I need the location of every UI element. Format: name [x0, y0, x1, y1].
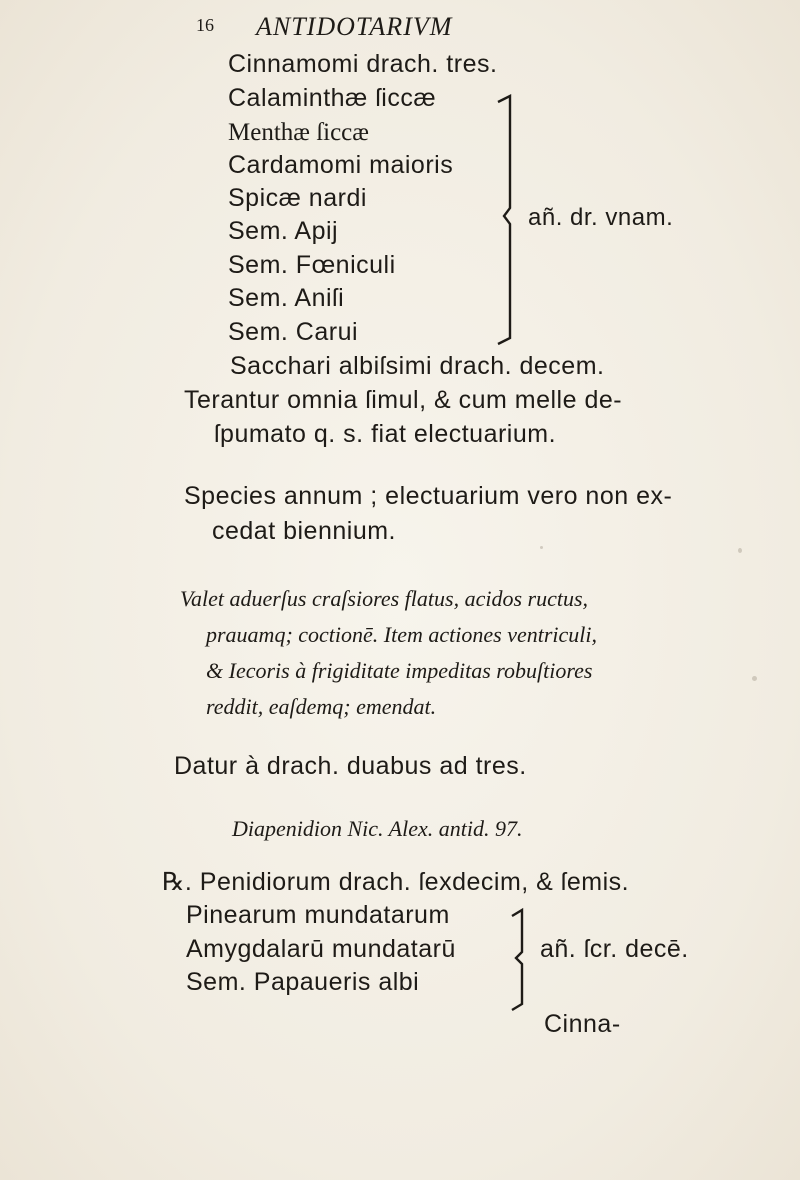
recipe1-ingredient: Spicæ nardi — [228, 184, 367, 212]
running-title: ANTIDOTARIVM — [256, 12, 453, 41]
recipe1-method-line: Terantur omnia ſimul, & cum melle de- — [184, 386, 623, 414]
recipe2-heading: Diapenidion Nic. Alex. antid. 97. — [232, 816, 523, 841]
shelf-life-line: cedat biennium. — [212, 517, 397, 545]
recipe1-dose: añ. dr. vnam. — [528, 204, 674, 231]
catchword: Cinna- — [544, 1010, 621, 1038]
recipe1-ingredient: Calaminthæ ſiccæ — [228, 84, 437, 112]
recipe1-ingredient: Sem. Carui — [228, 318, 359, 346]
recipe1-ingredient: Sem. Apij — [228, 217, 339, 245]
recipe2-ingredient: Amygdalarū mundatarū — [186, 935, 456, 963]
virtues-line: Valet aduerſus craſsiores flatus, acidos ructus, — [180, 586, 589, 611]
recipe2-first-line: ℞. Penidiorum drach. ſexdecim, & ſemis. — [162, 868, 630, 896]
virtues-line: & Iecoris à frigiditate impeditas robuſtiores — [206, 658, 593, 683]
paper-speck — [752, 676, 757, 681]
recipe2-ingredient: Sem. Papaueris albi — [186, 968, 420, 996]
virtues-line: reddit, eaſdemq; emendat. — [206, 694, 437, 719]
paper-speck — [540, 546, 543, 549]
recipe2-dose: añ. ſcr. decē. — [540, 935, 689, 963]
recipe1-ingredient: Sem. Aniſi — [228, 284, 345, 312]
paper-speck — [738, 548, 742, 553]
recipe1-method-line: ſpumato q. s. fiat electuarium. — [214, 420, 557, 448]
recipe1-first-line: Cinnamomi drach. tres. — [228, 50, 498, 78]
dosage-line: Datur à drach. duabus ad tres. — [174, 752, 527, 780]
recipe2-ingredient: Pinearum mundatarum — [186, 901, 450, 929]
shelf-life-line: Species annum ; electuarium vero non ex- — [184, 482, 673, 510]
recipe1-ingredient: Cardamomi maioris — [228, 151, 454, 179]
recipe2-brace — [508, 906, 538, 1016]
recipe1-ingredient: Menthæ ſiccæ — [228, 119, 369, 146]
page-number: 16 — [196, 15, 214, 35]
recipe1-sugar-line: Sacchari albiſsimi drach. decem. — [230, 352, 605, 380]
virtues-line: prauamq; coctionē. Item actiones ventriculi, — [206, 622, 598, 647]
recipe1-ingredient: Sem. Fœniculi — [228, 251, 396, 279]
